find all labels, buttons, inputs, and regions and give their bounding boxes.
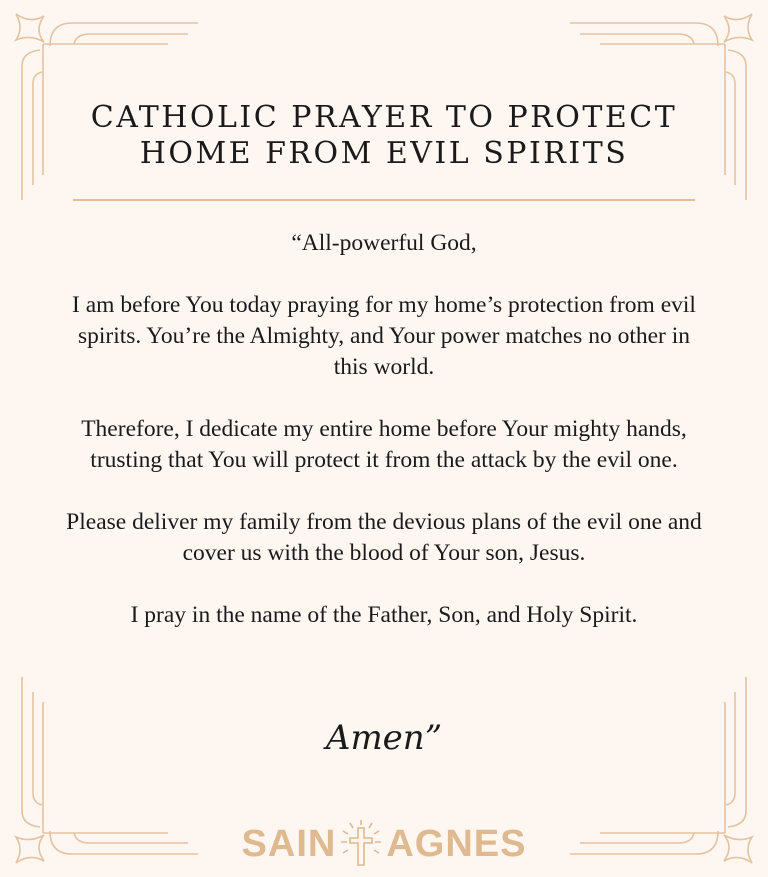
star-icon xyxy=(16,14,44,42)
title-line-1: CATHOLIC PRAYER TO PROTECT xyxy=(90,100,678,135)
prayer-paragraph: I am before You today praying for my home’s protection from evil spirits. You’re the Almighty, and Your power matches no other in this world. xyxy=(72,292,696,380)
saint-agnes-logo xyxy=(0,818,768,870)
logo-text-left: SAIN xyxy=(241,822,337,865)
prayer-paragraph: Please deliver my family from the devious plans of the evil one and cover us with the blood of Your son, Jesus. xyxy=(66,509,702,566)
title-line-2: HOME FROM EVIL SPIRITS xyxy=(139,136,629,171)
prayer-paragraph: I pray in the name of the Father, Son, and Holy Spirit. xyxy=(130,602,638,628)
page-title xyxy=(0,100,768,172)
cross-icon xyxy=(338,818,384,870)
title-divider xyxy=(73,199,695,201)
prayer-paragraph: Therefore, I dedicate my entire home before Your mighty hands, trusting that You will protect it from the attack by the evil one. xyxy=(81,416,687,473)
prayer-paragraph: “All-powerful God, xyxy=(291,230,477,256)
logo-text-right: AGNES xyxy=(386,822,527,865)
closing-amen: Amen” xyxy=(325,718,443,758)
prayer-text xyxy=(60,228,708,662)
